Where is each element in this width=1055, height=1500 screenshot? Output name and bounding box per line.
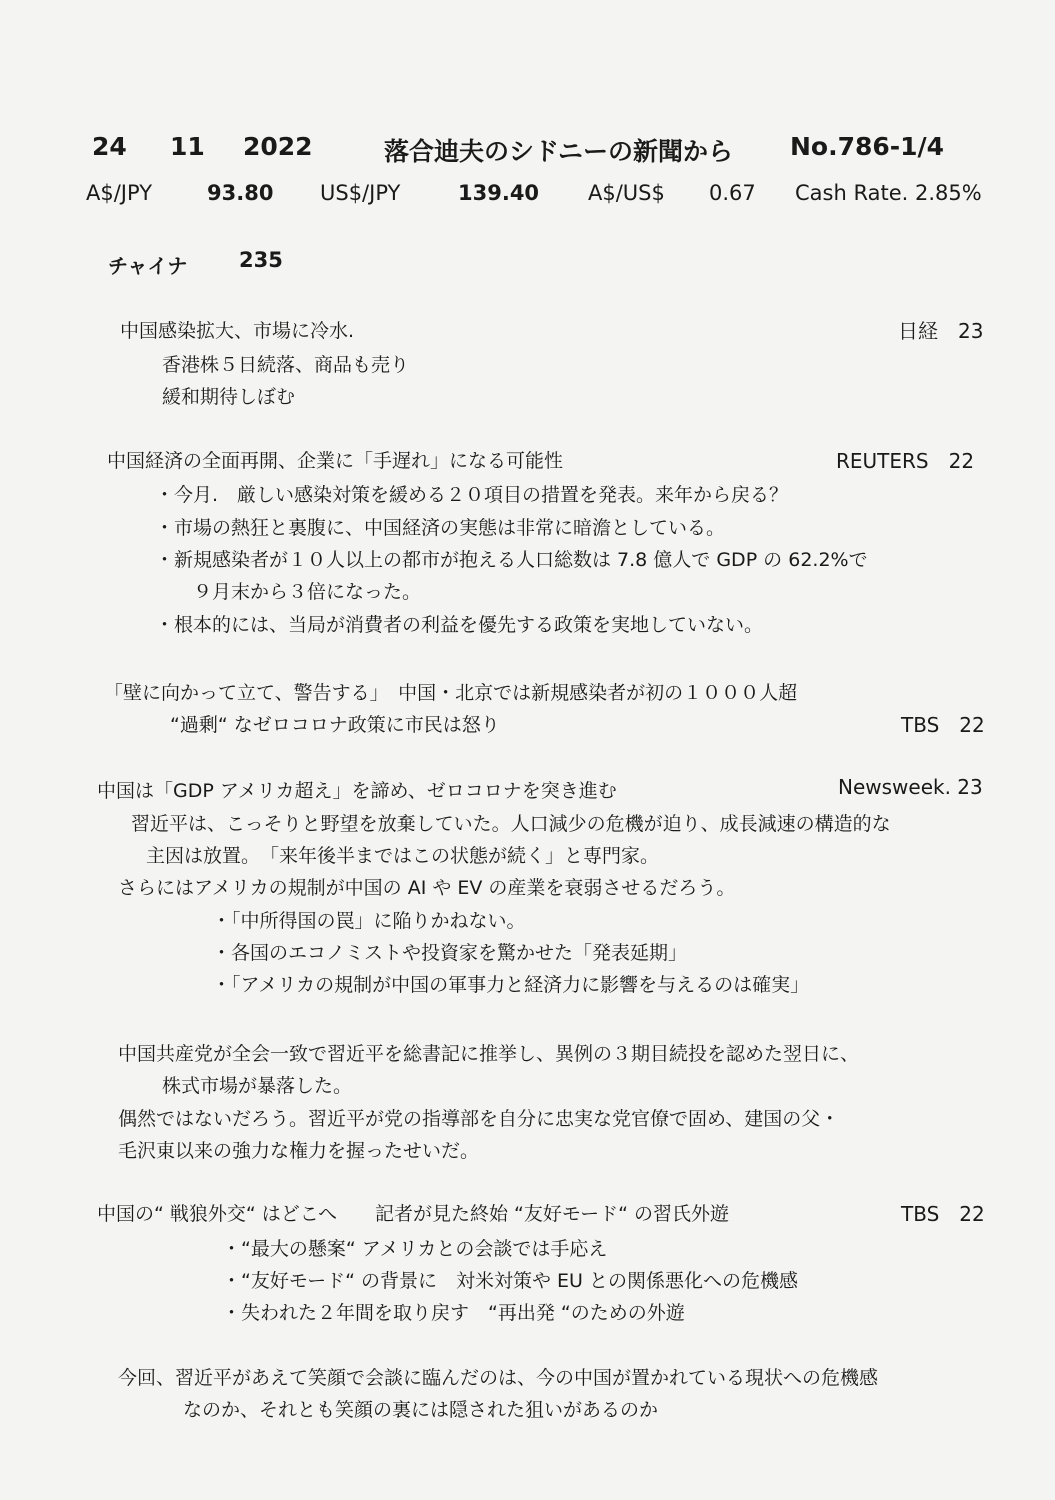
page-title: 落合迪夫のシドニーの新聞から	[384, 137, 734, 166]
article-headline: 中国は「GDP アメリカ超え」を諦め、ゼロコロナを突き進む	[97, 780, 617, 802]
article-headline: 中国感染拡大、市場に冷水.	[120, 320, 355, 342]
section-name: チャイナ	[108, 254, 188, 278]
bullet-item: ・“友好モード“ の背景に 対米対策や EU との関係悪化への危機感	[222, 1270, 798, 1292]
article-source: 日経 23	[898, 319, 984, 343]
aud-usd-label: A$/US$	[588, 181, 665, 205]
bullet-item: ９月末から３倍になった。	[193, 581, 422, 603]
article-line: さらにはアメリカの規制が中国の AI や EV の産業を衰弱させるだろう。	[118, 877, 736, 899]
article-line: 習近平は、こっそりと野望を放棄していた。人口減少の危機が迫り、成長減速の構造的な	[131, 813, 891, 835]
bullet-item: ・「中所得国の罠」に陥りかねない。	[212, 910, 526, 932]
bullet-item: ・「アメリカの規制が中国の軍事力と経済力に影響を与えるのは確実」	[212, 974, 810, 996]
bullet-item: ・今月. 厳しい感染対策を緩める２０項目の措置を発表。来年から戻る？	[155, 484, 789, 506]
article-line: なのか、それとも笑顔の裏には隠された狙いがあるのか	[183, 1399, 659, 1421]
article-line: 毛沢東以来の強力な権力を握ったせいだ。	[118, 1140, 480, 1162]
issue-number: No.786-1/4	[790, 132, 945, 161]
header-month: 11	[170, 132, 205, 161]
section-number: 235	[239, 248, 283, 272]
article-line: 偶然ではないだろう。習近平が党の指導部を自分に忠実な党官僚で固め、建国の父・	[118, 1108, 840, 1130]
article-line: 今回、習近平があえて笑顔で会談に臨んだのは、今の中国が置かれている現状への危機感	[118, 1367, 879, 1389]
article-source: REUTERS 22	[836, 449, 975, 473]
article-source: Newsweek. 23	[838, 775, 983, 799]
article-headline: 中国経済の全面再開、企業に「手遅れ」になる可能性	[107, 450, 564, 472]
article-source: TBS 22	[901, 713, 985, 737]
header-day: 24	[92, 132, 127, 161]
bullet-item: ・市場の熱狂と裏腹に、中国経済の実態は非常に暗澹としている。	[155, 517, 726, 539]
usd-jpy-value: 139.40	[458, 181, 540, 205]
bullet-item: ・各国のエコノミストや投資家を驚かせた「発表延期」	[212, 942, 688, 964]
cash-rate: Cash Rate. 2.85%	[795, 181, 982, 205]
bullet-item: ・新規感染者が１０人以上の都市が抱える人口総数は 7.8 億人で GDP の 62.2%で	[155, 549, 868, 571]
aud-jpy-label: A$/JPY	[86, 181, 153, 205]
article-subline: “過剰“ なゼロコロナ政策に市民は怒り	[170, 714, 500, 736]
article-line: 緩和期待しぼむ	[162, 386, 296, 408]
article-line: 主因は放置。 「来年後半まではこの状態が続く」と専門家。	[146, 845, 660, 867]
bullet-item: ・根本的には、当局が消費者の利益を優先する政策を実地していない。	[155, 614, 764, 636]
article-line: 香港株５日続落、商品も売り	[162, 354, 410, 376]
aud-usd-value: 0.67	[709, 181, 756, 205]
article-source: TBS 22	[901, 1202, 985, 1226]
article-headline: 「壁に向かって立て、警告する」 中国・北京では新規感染者が初の１０００人超	[104, 682, 798, 704]
bullet-item: ・“最大の懸案“ アメリカとの会談では手応え	[222, 1238, 608, 1260]
header-year: 2022	[243, 132, 313, 161]
article-line: 株式市場が暴落した。	[162, 1075, 353, 1097]
aud-jpy-value: 93.80	[207, 181, 274, 205]
article-headline: 中国の“ 戦狼外交“ はどこへ 記者が見た終始 “友好モード“ の習氏外遊	[97, 1203, 730, 1225]
usd-jpy-label: US$/JPY	[320, 181, 401, 205]
article-line: 中国共産党が全会一致で習近平を総書記に推挙し、異例の３期目続投を認めた翌日に、	[118, 1043, 860, 1065]
bullet-item: ・失われた２年間を取り戻す “再出発 “のための外遊	[222, 1302, 685, 1324]
